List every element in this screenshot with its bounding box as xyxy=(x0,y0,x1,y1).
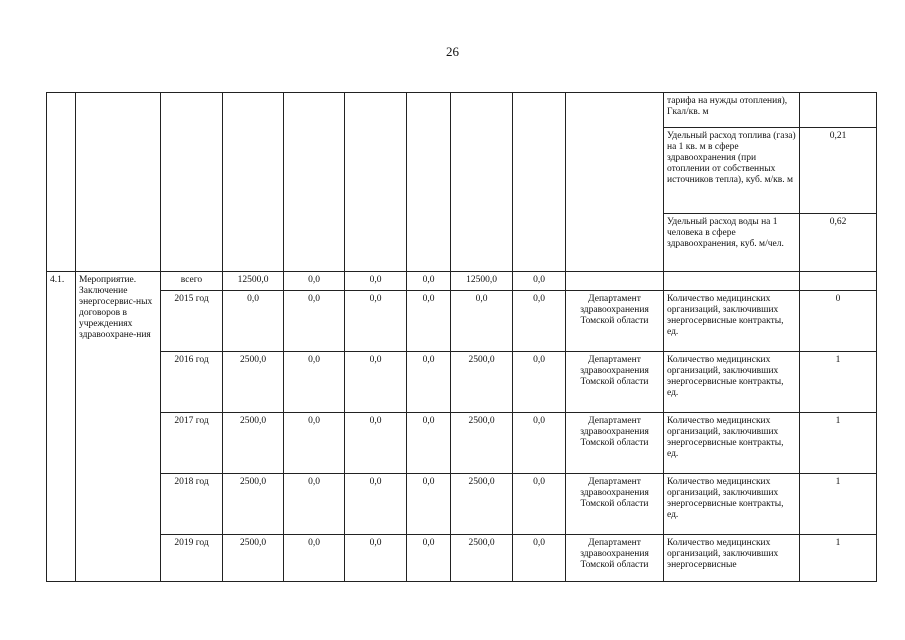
indicator-cell: Количество медицинских организаций, заключивших энергосервисные контракты, ед. xyxy=(664,413,800,474)
indicator-cell: Количество медицинских организаций, заключивших энергосервисные контракты, ед. xyxy=(664,291,800,352)
amount-cell: 0,0 xyxy=(284,352,345,413)
measure-name: Мероприятие. Заключение энергосервис-ных договоров в учреждениях здравоохране-ния xyxy=(76,272,161,582)
period-cell: 2016 год xyxy=(161,352,223,413)
amount-cell: 0,0 xyxy=(407,413,451,474)
year-row xyxy=(47,413,877,474)
continuation-row xyxy=(47,93,877,128)
program-table xyxy=(46,92,877,582)
indicator-value: 1 xyxy=(800,535,877,582)
indicator-value: 1 xyxy=(800,413,877,474)
amount-cell: 2500,0 xyxy=(223,352,284,413)
amount-cell: 0,0 xyxy=(513,535,566,582)
year-row xyxy=(47,291,877,352)
indicator-value: 1 xyxy=(800,474,877,535)
measure-total-row xyxy=(47,272,877,291)
amount-cell: 0,0 xyxy=(451,291,513,352)
amount-cell: 0,0 xyxy=(407,352,451,413)
amount-cell: 0,0 xyxy=(407,535,451,582)
amount-cell: 0,0 xyxy=(284,535,345,582)
amount-cell: 0,0 xyxy=(284,291,345,352)
indicator-value: 0,62 xyxy=(800,214,877,272)
indicator-value: 0 xyxy=(800,291,877,352)
indicator-value: 0,21 xyxy=(800,128,877,214)
measure-number: 4.1. xyxy=(47,272,76,582)
amount-cell: 2500,0 xyxy=(451,474,513,535)
amount-cell: 0,0 xyxy=(284,272,345,291)
amount-cell: 0,0 xyxy=(345,474,407,535)
indicator-cell: тарифа на нужды отопления), Гкал/кв. м xyxy=(664,93,800,128)
indicator-cell: Удельный расход воды на 1 человека в сфере здравоохранения, куб. м/чел. xyxy=(664,214,800,272)
year-row xyxy=(47,474,877,535)
amount-cell: 0,0 xyxy=(513,352,566,413)
period-cell: 2018 год xyxy=(161,474,223,535)
amount-cell: 12500,0 xyxy=(223,272,284,291)
amount-cell: 0,0 xyxy=(345,535,407,582)
period-cell: 2017 год xyxy=(161,413,223,474)
indicator-value xyxy=(800,93,877,128)
amount-cell: 2500,0 xyxy=(223,413,284,474)
executor-cell: Департамент здравоохранения Томской области xyxy=(566,352,664,413)
period-cell: 2015 год xyxy=(161,291,223,352)
amount-cell: 0,0 xyxy=(513,474,566,535)
executor-cell: Департамент здравоохранения Томской области xyxy=(566,413,664,474)
amount-cell: 0,0 xyxy=(223,291,284,352)
amount-cell: 0,0 xyxy=(513,272,566,291)
amount-cell: 0,0 xyxy=(284,474,345,535)
page-number: 26 xyxy=(446,44,459,59)
amount-cell: 2500,0 xyxy=(223,535,284,582)
amount-cell: 0,0 xyxy=(345,413,407,474)
amount-cell: 0,0 xyxy=(345,291,407,352)
amount-cell: 0,0 xyxy=(513,291,566,352)
amount-cell: 2500,0 xyxy=(451,535,513,582)
amount-cell: 0,0 xyxy=(345,272,407,291)
executor-cell: Департамент здравоохранения Томской области xyxy=(566,535,664,582)
amount-cell: 0,0 xyxy=(513,413,566,474)
indicator-cell: Количество медицинских организаций, заключивших энергосервисные контракты, ед. xyxy=(664,352,800,413)
year-row xyxy=(47,535,877,582)
indicator-value: 1 xyxy=(800,352,877,413)
amount-cell: 12500,0 xyxy=(451,272,513,291)
indicator-cell: Удельный расход топлива (газа) на 1 кв. м в сфере здравоохранения (при отоплении от собственных источников тепла), куб. м/кв. м xyxy=(664,128,800,214)
executor-cell: Департамент здравоохранения Томской области xyxy=(566,474,664,535)
amount-cell: 2500,0 xyxy=(451,413,513,474)
amount-cell: 0,0 xyxy=(407,291,451,352)
year-row xyxy=(47,352,877,413)
amount-cell: 0,0 xyxy=(284,413,345,474)
indicator-cell: Количество медицинских организаций, заключивших энергосервисные xyxy=(664,535,800,582)
amount-cell: 2500,0 xyxy=(223,474,284,535)
amount-cell: 0,0 xyxy=(407,474,451,535)
period-cell: 2019 год xyxy=(161,535,223,582)
amount-cell: 2500,0 xyxy=(451,352,513,413)
amount-cell: 0,0 xyxy=(345,352,407,413)
indicator-cell: Количество медицинских организаций, заключивших энергосервисные контракты, ед. xyxy=(664,474,800,535)
period-cell: всего xyxy=(161,272,223,291)
amount-cell: 0,0 xyxy=(407,272,451,291)
executor-cell: Департамент здравоохранения Томской области xyxy=(566,291,664,352)
